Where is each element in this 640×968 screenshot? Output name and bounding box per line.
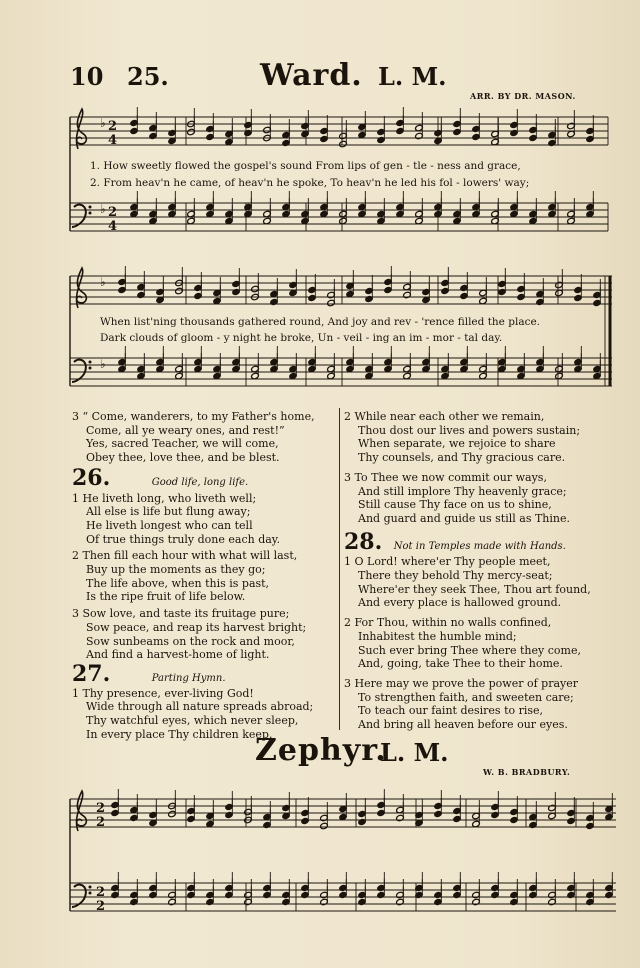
hymn25-verse3: 3 “ Come, wanderers, to my Father's home, Come, all ye weary ones, and rest!” Yes, sacred Teacher, we will come, Obey thee, love thee, and be blest. [72, 410, 315, 465]
hymn-number: 28. [344, 528, 383, 555]
svg-text:♭: ♭ [100, 202, 106, 216]
lyric-line: When list'ning thousands gathered round, And joy and rev - 'rence filled the place. [100, 316, 541, 328]
hymn-title: Good life, long life. [151, 476, 249, 488]
svg-text:2: 2 [96, 899, 106, 914]
hymn-number: 26. [72, 464, 111, 491]
page-number: 10 [70, 62, 104, 91]
svg-text:2: 2 [108, 205, 118, 220]
tune-name-2: Zephyr. [255, 733, 387, 768]
lyric-line: 1. How sweetly flowed the gospel's sound From lips of gen - tle - ness and grace, [90, 160, 521, 172]
tune-meter-2: L. M. [380, 738, 449, 767]
right-column: 2 While near each other we remain, Thou dost our lives and powers sustain; When separate, we rejoice to share Thy counsels, and Thy gracious care. 3 To Thee we now commit our ways, And still implore Thy heavenly grace; Still cause Thy face on us to shine, And guard and guide us still as Thine. 28. Not in Temples made with Hands. 1 O Lord! where'er Thy people meet, There they behold Thy mercy-seat; Where'er they seek Thee, Thou art found, And every place is hallowed ground. 2 For Thou, within no walls confined, Inhabitest the humble mind; Such ever bring Thee where they come, And, going, take Thee to their home. 3 Here may we prove the power of prayer To strengthen faith, and sweeten care; To teach our faint desires to rise, And bring all heaven before our eyes. [344, 410, 591, 732]
svg-text:♭: ♭ [100, 357, 106, 371]
svg-text:2: 2 [96, 815, 106, 830]
svg-text:2: 2 [96, 801, 106, 816]
arranger-credit: ARR. BY DR. MASON. [470, 91, 576, 101]
hymn-number: 27. [72, 660, 111, 687]
lyric-line: Dark clouds of gloom - y night he broke, Un - veil - ing an im - mor - tal day. [100, 332, 503, 344]
svg-text:4: 4 [108, 133, 118, 148]
svg-text:2: 2 [96, 885, 106, 900]
column-divider [339, 408, 340, 730]
lyric-line: 2. From heav'n he came, of heav'n he spoke, To heav'n he led his fol - lowers' way; [90, 177, 530, 189]
svg-text:♭: ♭ [100, 275, 106, 289]
music-system-2 [60, 262, 620, 402]
svg-text:♭: ♭ [100, 116, 106, 130]
hymn-number: 25. [127, 62, 169, 91]
music-system-3 [60, 785, 620, 945]
left-column: 3 “ Come, wanderers, to my Father's home, Come, all ye weary ones, and rest!” Yes, sacred Teacher, we will come, Obey thee, love thee, and be blest. 26. Good life, long life. 1 He liveth long, who liveth well; All else is life but flung away; He liveth longest who can tell Of true things truly done each day. 2 Then fill each hour with what will last, Buy up the moments as they go; The life above, when this is past, Is the ripe fruit of life below. 3 Sow love, and taste its fruitage pure; Sow peace, and reap its harvest bright; Sow sunbeams on the rock and moor, And find a harvest-home of light. 27. Parting Hymn. 1 Thy presence, ever-living God! Wide through all nature spreads abroad; Thy watchful eyes, which never sleep, In every place Thy children keep. [72, 410, 315, 741]
svg-text:2: 2 [108, 119, 118, 134]
hymn-title: Not in Temples made with Hands. [393, 540, 566, 552]
composer-credit: W. B. BRADBURY. [483, 767, 571, 777]
tune-name: Ward. [260, 58, 363, 93]
tune-meter: L. M. [378, 62, 447, 91]
hymn-title: Parting Hymn. [151, 672, 226, 684]
music-system-1 [60, 103, 620, 255]
svg-text:4: 4 [108, 219, 118, 234]
